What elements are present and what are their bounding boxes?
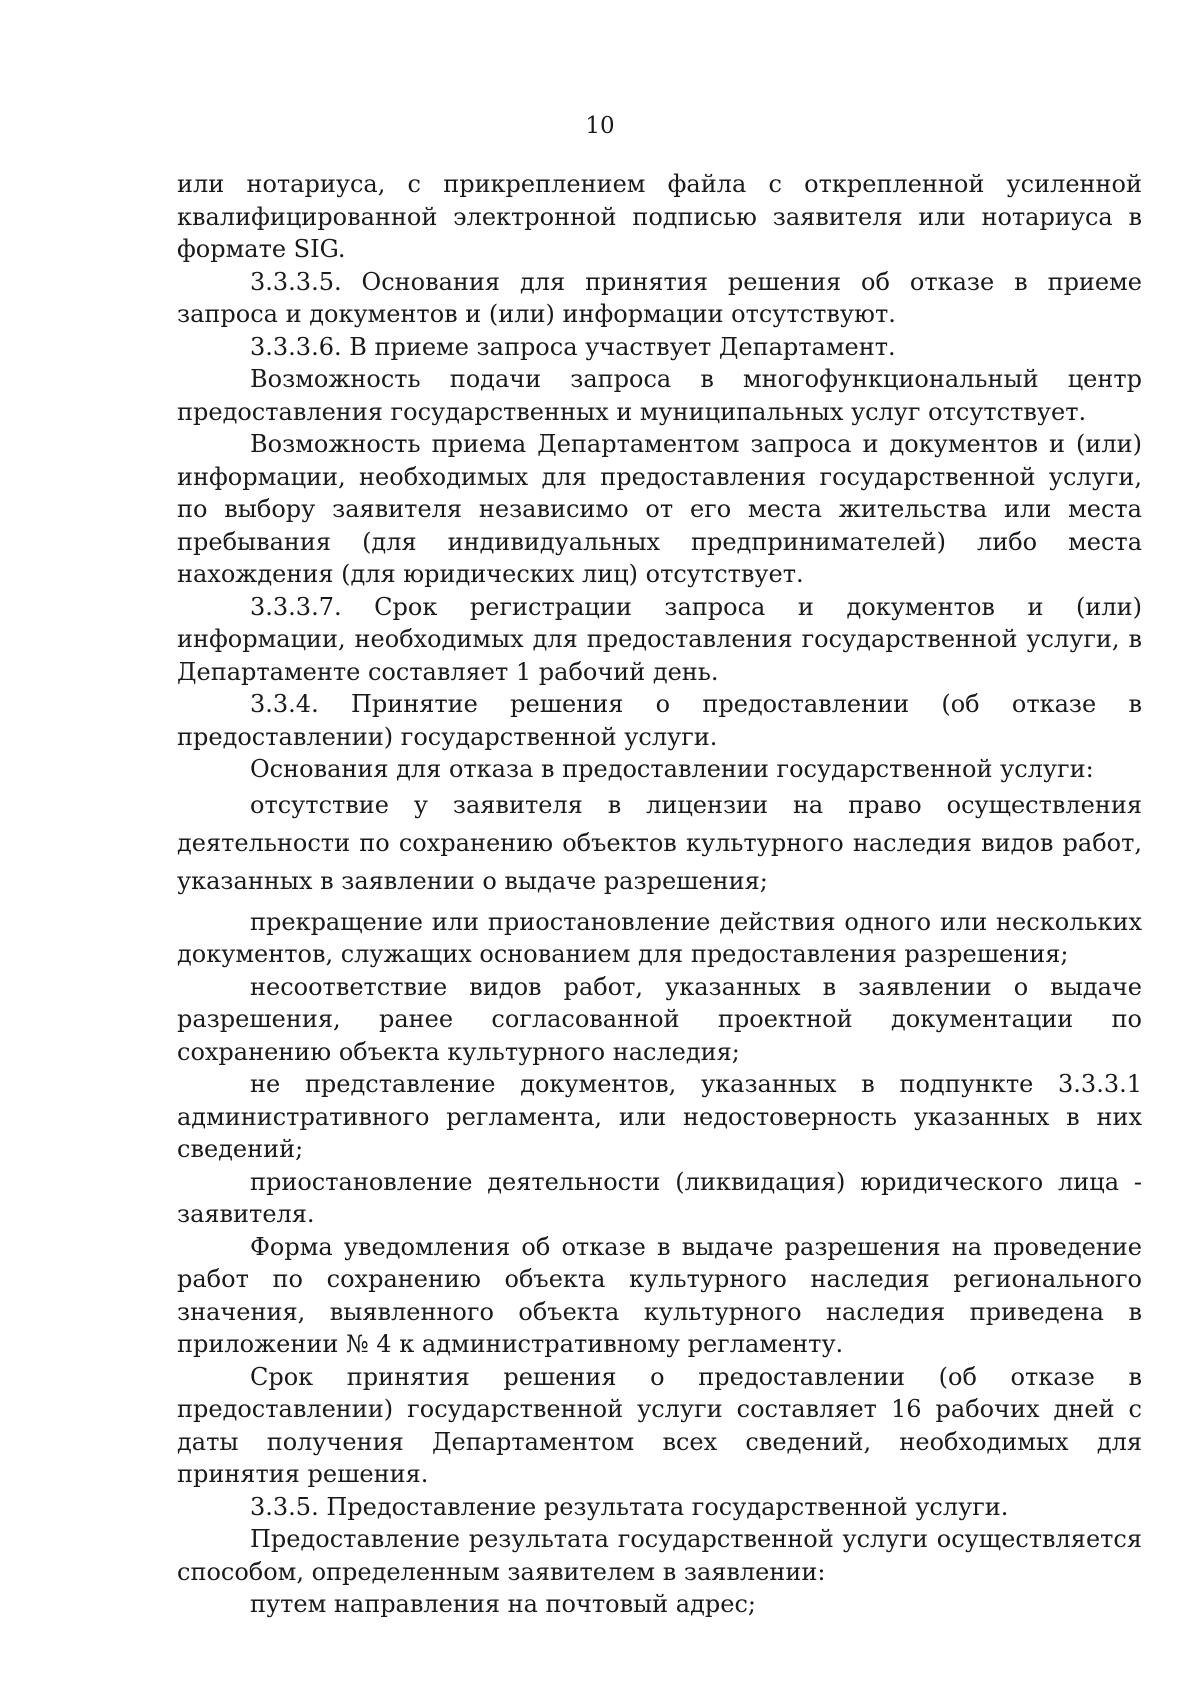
page-number: 10 xyxy=(585,113,615,139)
list-item-postal: путем направления на почтовый адрес; xyxy=(250,1590,756,1618)
list-item-documents: не представление документов, указанных в подпункте 3.3.3.1 административного регламента, или недостоверность указанных в них сведений; xyxy=(177,1070,1142,1163)
list-item-termination: прекращение или приостановление действия одного или нескольких документов, служащих основанием для предоставления разрешения; xyxy=(177,907,1142,968)
list-item-license: отсутствие у заявителя в лицензии на право осуществления деятельности по сохранению объектов культурного наследия видов работ, указанных в заявлении о выдаче разрешения; xyxy=(177,790,1142,895)
paragraph-3-3-3-6: 3.3.3.6. В приеме запроса участвует Департамент. xyxy=(250,332,896,361)
paragraph-refusal-grounds: Основания для отказа в предоставлении государственной услуги: xyxy=(250,755,1094,783)
paragraph-result-delivery: Предоставление результата государственной услуги осуществляется способом, определенным заявителем в заявлении: xyxy=(177,1525,1142,1586)
paragraph-3-3-4: 3.3.4. Принятие решения о предоставлении (об отказе в предоставлении) государственной услуги. xyxy=(177,690,1142,751)
document-body xyxy=(177,168,1142,1621)
paragraph-3-3-5: 3.3.5. Предоставление результата государственной услуги. xyxy=(250,1492,1009,1521)
paragraph-acceptance: Возможность приема Департаментом запроса и документов и (или) информации, необходимых для предоставления государственной услуги, по выбору заявителя независимо от его места жительства или места пребывания (для индивидуальных предпринимателей) либо места нахождения (для юридических лиц) отсутствует. xyxy=(177,430,1142,588)
paragraph-3-3-3-7: 3.3.3.7. Срок регистрации запроса и документов и (или) информации, необходимых для предоставления государственной услуги, в Департаменте составляет 1 рабочий день. xyxy=(177,592,1142,686)
paragraph-mfc: Возможность подачи запроса в многофункциональный центр предоставления государственных и муниципальных услуг отсутствует. xyxy=(177,365,1142,426)
paragraph-3-3-3-5: 3.3.3.5. Основания для принятия решения об отказе в приеме запроса и документов и (или) информации отсутствуют. xyxy=(177,267,1142,328)
paragraph-continuation: или нотариуса, с прикреплением файла с открепленной усиленной квалифицированной электронной подписью заявителя или нотариуса в формате SIG. xyxy=(177,170,1142,263)
list-item-suspension: приостановление деятельности (ликвидация) юридического лица - заявителя. xyxy=(177,1167,1142,1228)
paragraph-notice-form: Форма уведомления об отказе в выдаче разрешения на проведение работ по сохранению объекта культурного наследия регионального значения, выявленного объекта культурного наследия приведена в приложении № 4 к административному регламенту. xyxy=(177,1232,1142,1358)
list-item-mismatch: несоответствие видов работ, указанных в заявлении о выдаче разрешения, ранее согласованной проектной документации по сохранению объекта культурного наследия; xyxy=(177,972,1142,1066)
paragraph-decision-term: Срок принятия решения о предоставлении (об отказе в предоставлении) государственной услуги составляет 16 рабочих дней с даты получения Департаментом всех сведений, необходимых для принятия решения. xyxy=(177,1362,1142,1488)
